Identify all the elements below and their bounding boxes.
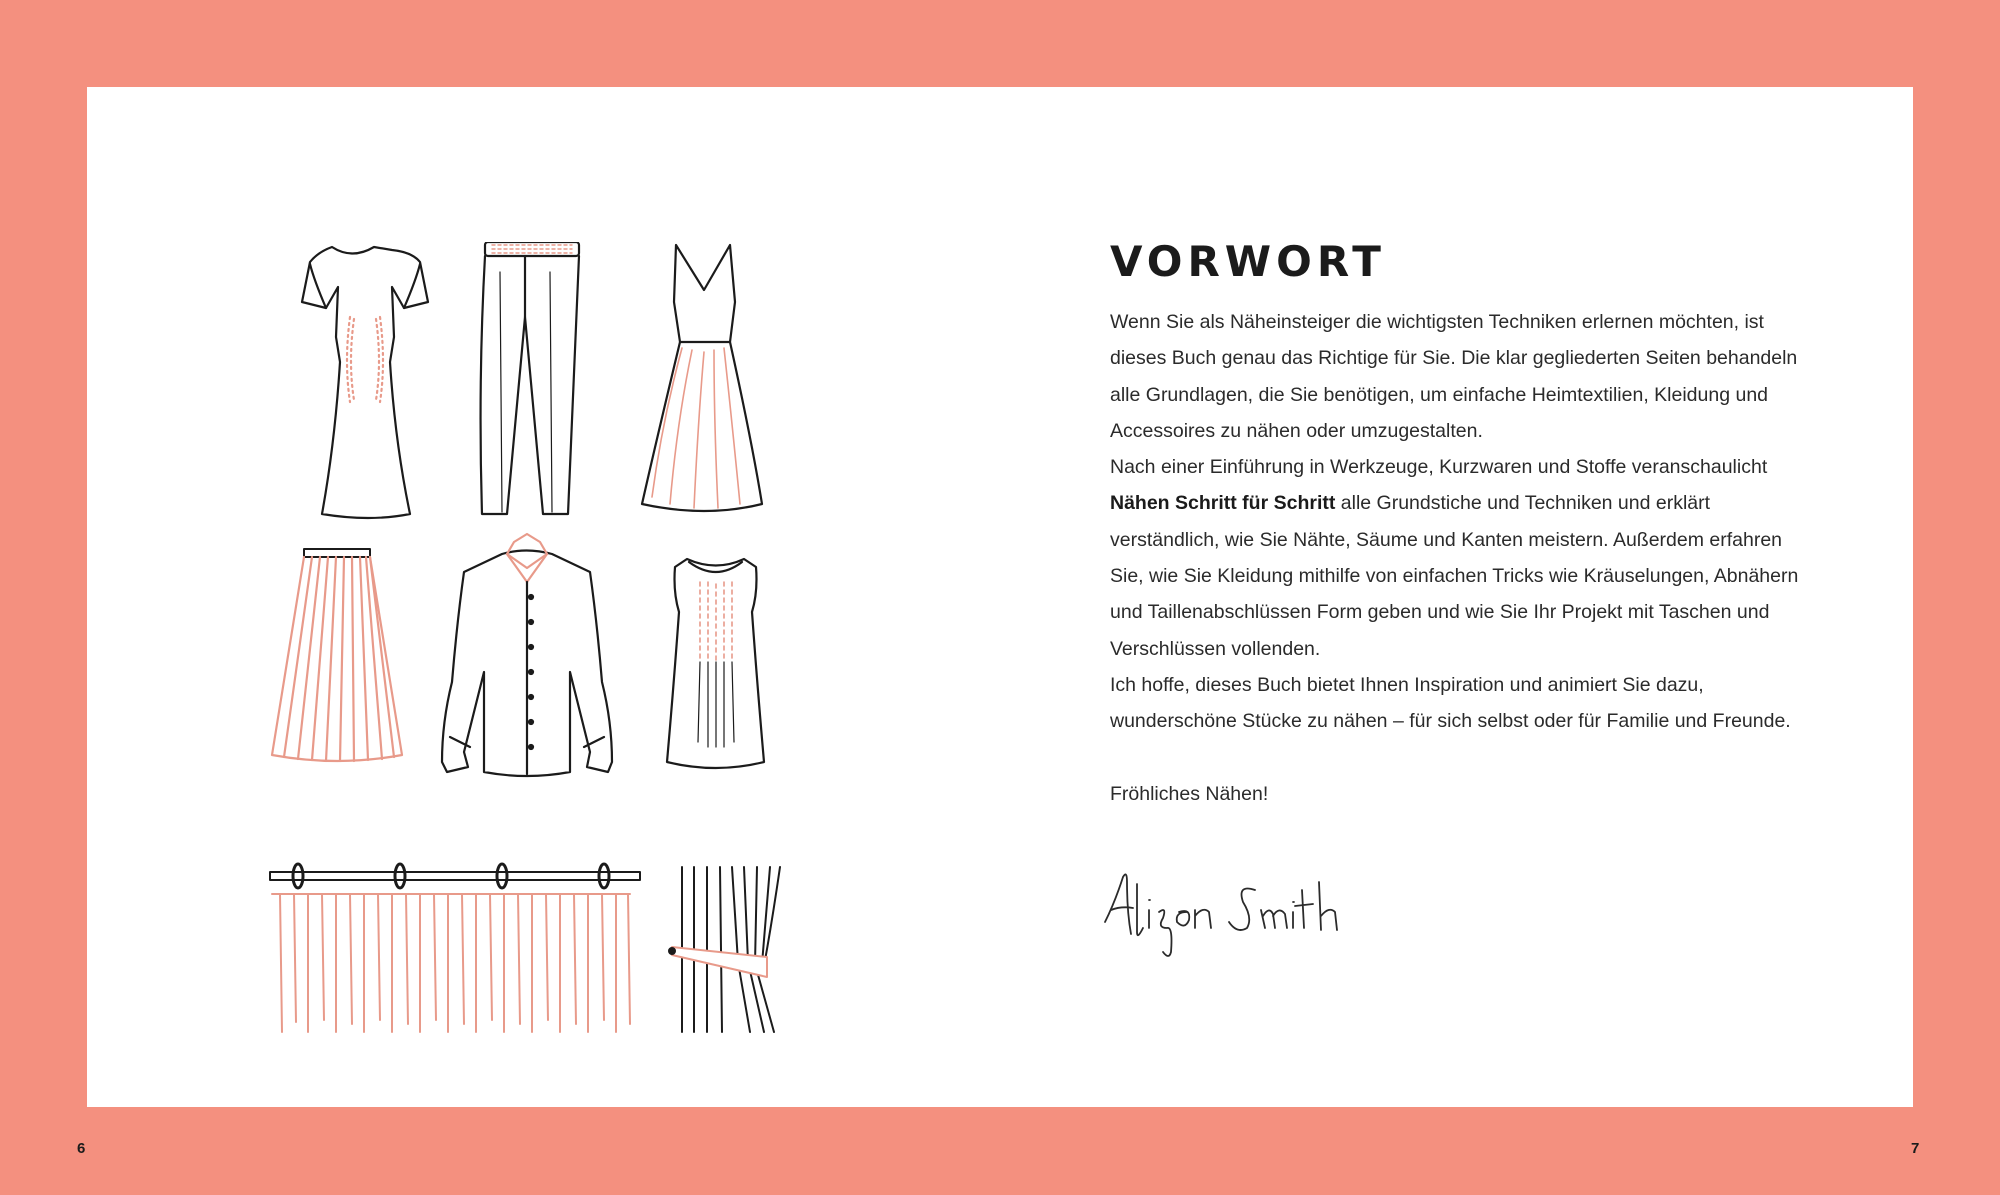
foreword-column <box>1110 237 1810 812</box>
foreword-body <box>1110 304 1810 812</box>
garment-illustrations <box>252 242 912 1062</box>
book-title-emphasis: Nähen Schritt für Schritt <box>1110 492 1336 515</box>
paragraph-intro: Wenn Sie als Näheinsteiger die wichtigsten Techniken erlernen möchten, ist dieses Buch genau das Richtige für Sie. Die klar gegliederten Seiten behandeln alle Grundlagen, die Sie benötigen, um einfache Heimtextilien, Kleidung und Accessoires zu nähen oder umzugestalten. <box>1110 311 1798 442</box>
paragraph-wish: Ich hoffe, dieses Buch bietet Ihnen Inspiration und animiert Sie dazu, wunderschöne Stücke zu nähen – für sich selbst oder für Familie und Freunde. <box>1110 673 1791 733</box>
book-spread <box>87 87 1913 1107</box>
paragraph-contents-end: alle Grundstiche und Techniken und erklärt verständlich, wie Sie Nähte, Säume und Kanten meistern. Außerdem erfahren Sie, wie Sie Kleidung mithilfe von einfachen Tricks wie Kräuselungen, Abnähern und Taillenabschlüssen Form geben und wie Sie Ihr Projekt mit Taschen und Verschlüssen vollenden. <box>1110 492 1799 660</box>
paragraph-contents <box>1110 449 1810 667</box>
shirt-icon <box>442 534 612 776</box>
pintuck-top-icon <box>667 559 764 768</box>
author-signature <box>1097 862 1387 962</box>
trousers-icon <box>481 242 579 514</box>
pleated-skirt-icon <box>272 549 402 761</box>
sleeveless-dress-icon <box>642 245 762 511</box>
page-number-left: 6 <box>77 1140 86 1157</box>
page-number-right: 7 <box>1911 1140 1920 1157</box>
page-title: VORWORT <box>1110 237 1386 286</box>
curtain-rail-icon <box>270 864 640 1032</box>
tied-curtain-icon <box>669 867 780 1032</box>
dress-icon <box>302 247 428 518</box>
closing-line: Fröhliches Nähen! <box>1110 782 1269 805</box>
paragraph-contents-start: Nach einer Einführung in Werkzeuge, Kurzwaren und Stoffe veranschaulicht <box>1110 456 1768 479</box>
